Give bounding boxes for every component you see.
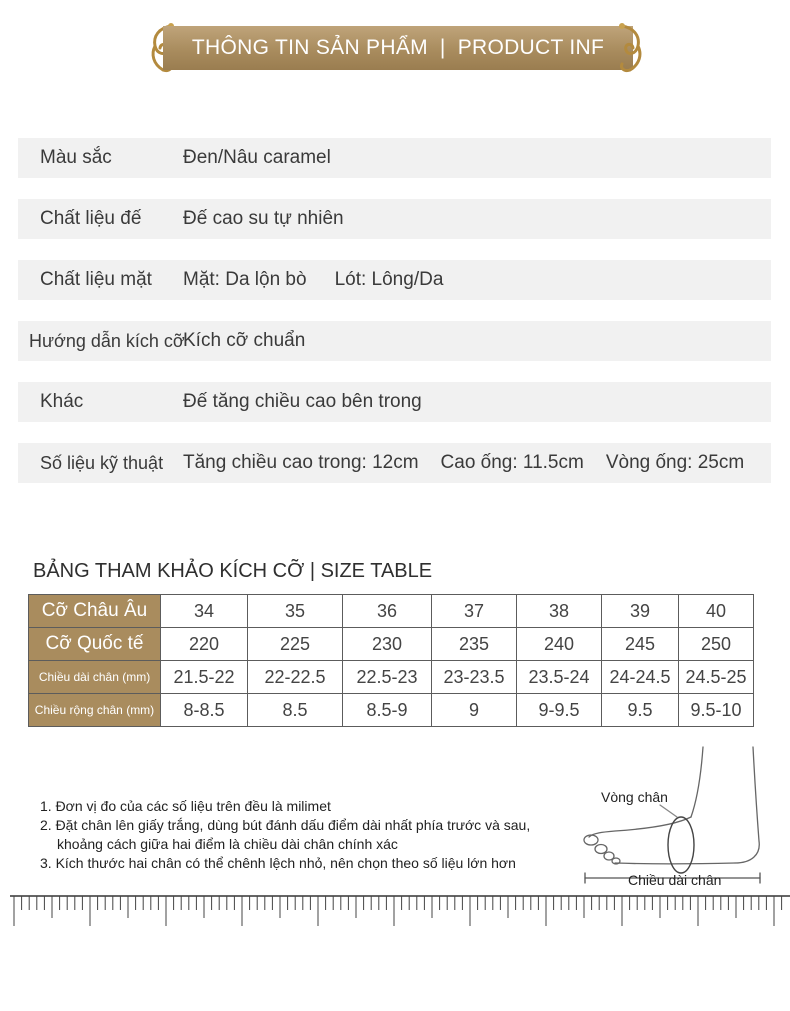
info-value [183,269,443,291]
table-cell: 36 [343,595,432,628]
info-value-shaft-height: Cao ống: 11.5cm [440,452,584,473]
info-row-size-guide [18,321,771,361]
info-value: Kích cỡ chuẩn [183,330,306,351]
info-value [183,452,744,474]
table-cell: 8-8.5 [161,694,248,727]
table-cell: 40 [679,595,754,628]
size-table-title: BẢNG THAM KHẢO KÍCH CỠ | SIZE TABLE [33,560,433,582]
table-cell: 23-23.5 [432,661,517,694]
table-cell: 37 [432,595,517,628]
table-cell: 9.5 [602,694,679,727]
info-row-sole-material [18,199,771,239]
table-cell: 24-24.5 [602,661,679,694]
table-row [29,694,754,727]
table-cell: 35 [248,595,343,628]
info-value-shaft-circumference: Vòng ống: 25cm [605,452,745,473]
row-header: Cỡ Châu Âu [29,595,161,628]
table-cell: 9-9.5 [517,694,602,727]
row-header: Cỡ Quốc tế [29,628,161,661]
foot-circumference-label: Vòng chân [601,789,668,805]
table-cell: 22.5-23 [343,661,432,694]
table-cell: 250 [679,628,754,661]
table-cell: 9.5-10 [679,694,754,727]
info-value-upper: Mặt: Da lộn bò [183,269,307,290]
table-cell: 34 [161,595,248,628]
product-info-banner [163,26,633,70]
info-row-specs [18,443,771,483]
table-cell: 225 [248,628,343,661]
foot-length-label: Chiều dài chân [628,872,722,888]
info-label: Màu sắc [40,147,112,168]
ornament-right-icon [616,22,646,74]
table-cell: 8.5-9 [343,694,432,727]
info-label: Hướng dẫn kích cỡ [29,330,185,351]
banner-title-en: PRODUCT INF [457,36,605,59]
note-line: 1. Đơn vị đo của các số liệu trên đều là milimet [40,798,331,814]
table-row [29,595,754,628]
banner-separator: | [439,36,446,59]
ruler-icon [0,888,790,936]
info-label: Chất liệu mặt [40,269,152,290]
info-value: Đen/Nâu caramel [183,147,331,168]
banner-title [192,36,604,60]
size-table [28,594,754,727]
table-cell: 220 [161,628,248,661]
measurement-notes [40,797,530,873]
banner-title-vi: THÔNG TIN SẢN PHẨM [191,36,428,59]
table-cell: 245 [602,628,679,661]
info-label: Số liệu kỹ thuật [40,452,164,473]
table-cell: 38 [517,595,602,628]
note-line: 3. Kích thước hai chân có thể chênh lệch nhỏ, nên chọn theo số liệu lớn hơn [40,855,516,871]
info-value: Đế tăng chiều cao bên trong [183,391,422,412]
table-cell: 23.5-24 [517,661,602,694]
row-header: Chiều dài chân (mm) [29,661,161,694]
table-cell: 230 [343,628,432,661]
info-row-other [18,382,771,422]
info-value: Đế cao su tự nhiên [183,208,344,229]
table-cell: 21.5-22 [161,661,248,694]
table-cell: 22-22.5 [248,661,343,694]
table-cell: 39 [602,595,679,628]
table-cell: 8.5 [248,694,343,727]
note-line: 2. Đặt chân lên giấy trắng, dùng bút đánh dấu điểm dài nhất phía trước và sau, [40,817,531,833]
note-line: khoảng cách giữa hai điểm là chiều dài chân chính xác [57,836,398,852]
info-value-inner-height: Tăng chiều cao trong: 12cm [183,452,419,473]
info-label: Chất liệu đế [40,208,142,229]
table-cell: 240 [517,628,602,661]
info-row-upper-material [18,260,771,300]
table-row [29,628,754,661]
row-header: Chiều rộng chân (mm) [29,694,161,727]
table-cell: 9 [432,694,517,727]
table-row [29,661,754,694]
table-cell: 24.5-25 [679,661,754,694]
info-value-lining: Lót: Lông/Da [334,269,444,290]
info-row-color [18,138,771,178]
table-cell: 235 [432,628,517,661]
info-label: Khác [40,391,84,412]
